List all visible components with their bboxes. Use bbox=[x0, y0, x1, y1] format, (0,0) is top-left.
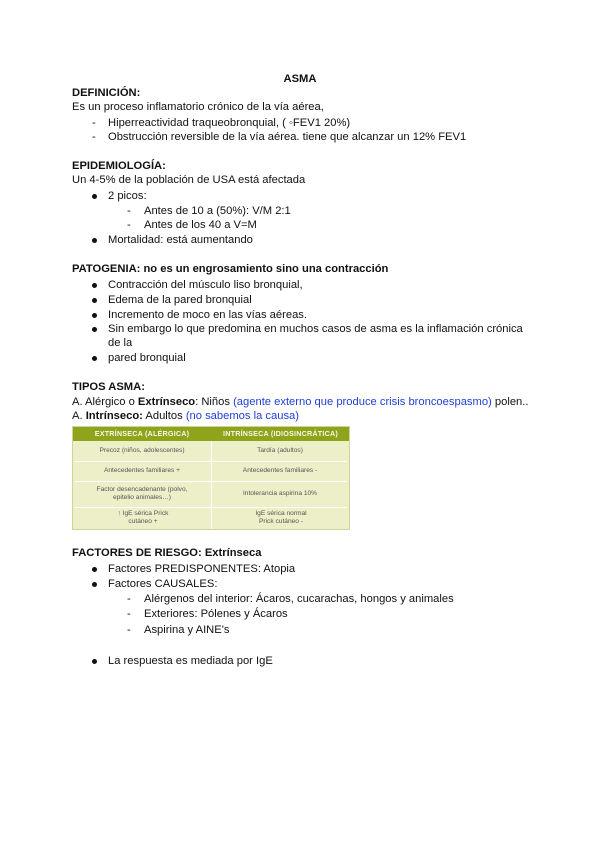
bullet-dot bbox=[92, 283, 97, 288]
bullet-dot bbox=[92, 567, 97, 572]
patogenia-item: Sin embargo lo que predomina en muchos casos de asma es la inflamación crónica bbox=[108, 323, 523, 335]
table-header bbox=[73, 427, 349, 441]
dash-marker: - bbox=[127, 205, 131, 217]
dash-marker: - bbox=[127, 593, 131, 605]
bullet-dot bbox=[92, 313, 97, 318]
factores-sub: Alérgenos del interior: Ácaros, cucarachas, hongos y animales bbox=[144, 593, 454, 605]
tipos-extrinseco-line bbox=[72, 395, 528, 409]
table-cell: Precoz (niños, adolescentes) bbox=[99, 447, 185, 454]
epidemiologia-heading: EPIDEMIOLOGÍA: bbox=[72, 160, 166, 172]
table-cell: Antecedentes familiares - bbox=[242, 467, 318, 474]
tipos-heading: TIPOS ASMA: bbox=[72, 381, 145, 393]
bullet-dot bbox=[92, 327, 97, 332]
tipos-bold: Extrínseco bbox=[137, 396, 196, 408]
bullet-dot bbox=[92, 298, 97, 303]
table-header-cell: EXTRÍNSECA (ALÉRGICA) bbox=[94, 429, 190, 438]
tipos-text: A. Alérgico o bbox=[72, 396, 138, 408]
factores-bullet: Factores CAUSALES: bbox=[108, 578, 218, 590]
dash-marker: - bbox=[127, 608, 131, 620]
epidemiologia-sub: Antes de 10 a (50%): V/M 2:1 bbox=[144, 205, 291, 217]
table-cell: IgE sérica normal Prick cutáneo - bbox=[255, 510, 307, 525]
table-cell: Antecedentes familiares + bbox=[103, 467, 181, 474]
patogenia-item: Edema de la pared bronquial bbox=[108, 294, 252, 306]
epidemiologia-bullet: 2 picos: bbox=[108, 190, 147, 202]
table-cell: Factor desencadenante (polvo, epitelio animales…) bbox=[96, 486, 188, 501]
definicion-item: Hiperreactividad traqueobronquial, ( ◦FEV1 20%) bbox=[108, 117, 351, 129]
epidemiologia-bullet: Mortalidad: está aumentando bbox=[108, 234, 253, 246]
table-cell: Tardía (adultos) bbox=[257, 447, 303, 454]
patogenia-item: Incremento de moco en las vías aéreas. bbox=[108, 309, 307, 321]
bullet-dot bbox=[92, 194, 97, 199]
definicion-text: Es un proceso inflamatorio crónico de la vía aérea, bbox=[72, 101, 324, 113]
bullet-dot bbox=[92, 659, 97, 664]
tipos-note: (agente externo que produce crisis broncoespasmo) bbox=[233, 396, 492, 408]
tipos-text: A. bbox=[72, 410, 86, 422]
page-title: ASMA bbox=[283, 73, 317, 85]
factores-sub: Exteriores: Pólenes y Ácaros bbox=[144, 608, 288, 620]
patogenia-item: Contracción del músculo liso bronquial, bbox=[108, 279, 303, 291]
dash-marker: - bbox=[127, 624, 131, 636]
definicion-heading: DEFINICIÓN: bbox=[72, 87, 141, 99]
table-header-cell: INTRÍNSECA (IDIOSINCRÁTICA) bbox=[223, 429, 338, 438]
dash-marker: - bbox=[92, 131, 96, 143]
bullet-dot bbox=[92, 356, 97, 361]
tipos-text: Adultos bbox=[142, 410, 186, 422]
patogenia-item: pared bronquial bbox=[108, 352, 186, 364]
tipos-text: : Niños bbox=[195, 396, 234, 408]
tipos-text: polen.. bbox=[491, 396, 529, 408]
patogenia-heading: PATOGENIA: no es un engrosamiento sino una contracción bbox=[72, 263, 389, 275]
epidemiologia-text: Un 4-5% de la población de USA está afectada bbox=[72, 174, 306, 186]
factores-bullet: Factores PREDISPONENTES: Atopia bbox=[108, 563, 296, 575]
asma-types-table bbox=[72, 426, 350, 530]
factores-heading: FACTORES DE RIESGO: Extrínseca bbox=[72, 547, 262, 559]
factores-sub: Aspirina y AINE's bbox=[144, 624, 230, 636]
dash-marker: - bbox=[92, 117, 96, 129]
factores-bullet: La respuesta es mediada por IgE bbox=[108, 655, 273, 667]
epidemiologia-sub: Antes de los 40 a V=M bbox=[144, 219, 257, 231]
table-divider bbox=[211, 441, 212, 529]
tipos-intrinseco-line bbox=[72, 409, 299, 423]
dash-marker: - bbox=[127, 219, 131, 231]
tipos-note: (no sabemos la causa) bbox=[185, 410, 299, 422]
tipos-bold: Intrínseco: bbox=[85, 410, 143, 422]
bullet-dot bbox=[92, 238, 97, 243]
table-cell: Intolerancia aspirina 10% bbox=[242, 490, 318, 497]
definicion-item: Obstrucción reversible de la vía aérea. tiene que alcanzar un 12% FEV1 bbox=[108, 131, 467, 143]
table-cell: ↑ IgE sérica Prick cutáneo + bbox=[117, 510, 169, 525]
patogenia-continuation: de la bbox=[108, 337, 133, 349]
bullet-dot bbox=[92, 582, 97, 587]
